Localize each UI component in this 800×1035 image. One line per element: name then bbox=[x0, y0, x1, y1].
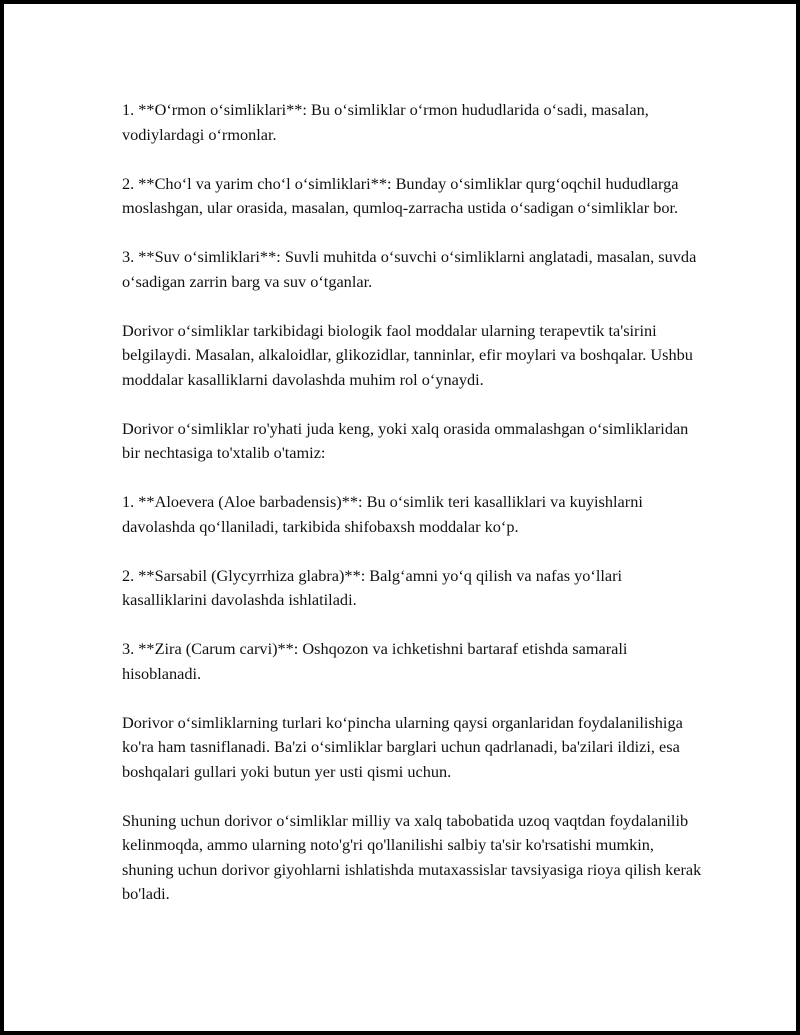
document-body bbox=[122, 98, 702, 931]
paragraph-plant-organs: Dorivor o‘simliklarning turlari ko‘pincha ularning qaysi organlaridan foydalanilishiga ko'ra ham tasniflanadi. Ba'zi o‘simliklar barglari uchun qadrlanadi, ba'zilari ildizi, esa boshqalari gullari yoki butun yer usti qismi uchun. bbox=[122, 712, 683, 781]
paragraph-desert-plants: 2. **Cho‘l va yarim cho‘l o‘simliklari**: Bunday o‘simliklar qurg‘oqchil hududlarga moslashgan, ular orasida, masalan, qumloq-zarracha ustida o‘sadigan o‘simliklar bor. bbox=[122, 173, 679, 217]
paragraph-aloevera: 1. **Aloevera (Aloe barbadensis)**: Bu o‘simlik teri kasalliklari va kuyishlarni davolashda qo‘llaniladi, tarkibida shifobaxsh moddalar ko‘p. bbox=[122, 492, 643, 536]
paragraph-active-substances: Dorivor o‘simliklar tarkibidagi biologik faol moddalar ularning terapevtik ta'sirini belgilaydi. Masalan, alkaloidlar, glikozidlar, tanninlar, efir moylari va boshqalar. Ushbu moddalar kasalliklarni davolashda muhim rol o‘ynaydi. bbox=[122, 320, 693, 389]
paragraph-conclusion: Shuning uchun dorivor o‘simliklar milliy va xalq tabobatida uzoq vaqtdan foydalanilib kelinmoqda, ammo ularning noto'g'ri qo'llanilishi salbiy ta'sir ko'rsatishi mumkin, shuning uchun dorivor giyohlarni ishlatishda mutaxassislar tavsiyasiga rioya qilish kerak bo'ladi. bbox=[122, 810, 702, 903]
paragraph-water-plants: 3. **Suv o‘simliklari**: Suvli muhitda o‘suvchi o‘simliklarni anglatadi, masalan, suvda o‘sadigan zarrin barg va suv o‘tganlar. bbox=[122, 247, 697, 291]
paragraph-list-intro: Dorivor o‘simliklar ro'yhati juda keng, yoki xalq orasida ommalashgan o‘simliklaridan bir nechtasiga to'xtalib o'tamiz: bbox=[122, 418, 689, 462]
paragraph-forest-plants: 1. **O‘rmon o‘simliklari**: Bu o‘simliklar o‘rmon hududlarida o‘sadi, masalan, vodiylardagi o‘rmonlar. bbox=[122, 100, 649, 144]
paragraph-sarsabil: 2. **Sarsabil (Glycyrrhiza glabra)**: Balg‘amni yo‘q qilish va nafas yo‘llari kasalliklarini davolashda ishlatiladi. bbox=[122, 565, 623, 609]
paragraph-zira: 3. **Zira (Carum carvi)**: Oshqozon va ichketishni bartaraf etishda samarali hisoblanadi. bbox=[122, 639, 628, 683]
